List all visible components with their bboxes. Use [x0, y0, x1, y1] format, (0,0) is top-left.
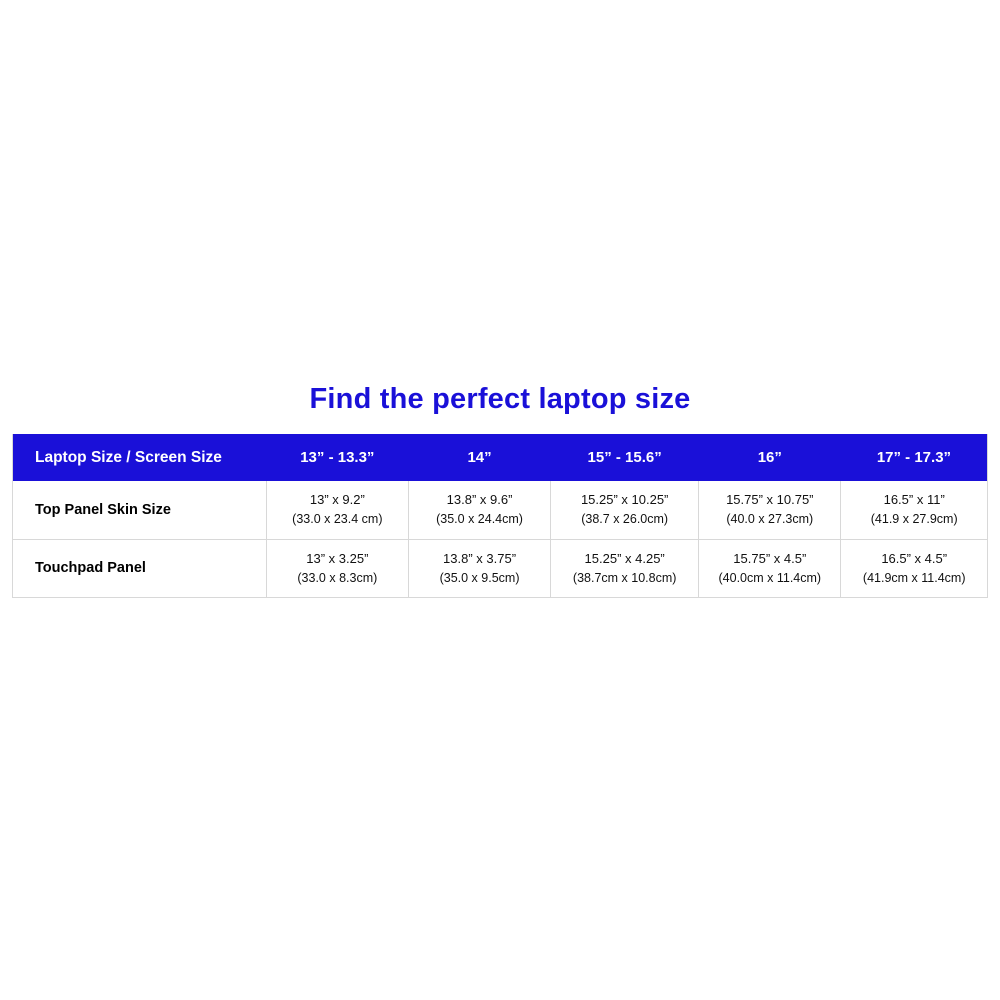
cell-top-panel-17 — [841, 481, 987, 539]
cell-inches: 15.25” x 4.25” — [584, 550, 665, 566]
cell-top-panel-14 — [408, 481, 550, 539]
cell-touchpad-14 — [408, 539, 550, 597]
cell-metric: (38.7cm x 10.8cm) — [572, 570, 677, 585]
cell-touchpad-15 — [551, 539, 699, 597]
table-header-row — [13, 434, 987, 481]
column-header-category: Laptop Size / Screen Size — [13, 434, 266, 481]
cell-metric: (35.0 x 9.5cm) — [439, 570, 520, 585]
table-header — [13, 434, 987, 481]
column-header-size-14: 14” — [408, 434, 550, 481]
cell-metric: (41.9cm x 11.4cm) — [862, 570, 966, 585]
cell-inches: 15.25” x 10.25” — [580, 492, 669, 508]
cell-top-panel-13 — [266, 481, 408, 539]
cell-inches: 16.5” x 11” — [883, 492, 945, 508]
cell-metric: (33.0 x 8.3cm) — [297, 570, 378, 585]
cell-metric: (35.0 x 24.4cm) — [436, 512, 523, 527]
cell-top-panel-16 — [699, 481, 841, 539]
laptop-size-table — [13, 434, 987, 597]
table-row — [13, 481, 987, 539]
table-row — [13, 539, 987, 597]
page-title: Find the perfect laptop size — [309, 383, 691, 415]
laptop-size-table-container — [12, 434, 988, 598]
cell-metric: (41.9 x 27.9cm) — [870, 512, 958, 527]
table-body — [13, 481, 987, 597]
cell-metric: (33.0 x 23.4 cm) — [292, 512, 383, 527]
cell-inches: 13” x 9.2” — [309, 492, 365, 508]
cell-inches: 15.75” x 10.75” — [726, 492, 814, 508]
cell-metric: (40.0 x 27.3cm) — [726, 512, 814, 527]
cell-inches: 16.5” x 4.5” — [881, 550, 948, 566]
column-header-size-13: 13” - 13.3” — [266, 434, 408, 481]
column-header-size-17: 17” - 17.3” — [841, 434, 987, 481]
column-header-size-16: 16” — [699, 434, 841, 481]
cell-touchpad-13 — [266, 539, 408, 597]
cell-inches: 13.8” x 3.75” — [443, 550, 517, 566]
cell-inches: 15.75” x 4.5” — [733, 550, 807, 566]
column-header-size-15: 15” - 15.6” — [551, 434, 699, 481]
cell-inches: 13.8” x 9.6” — [446, 492, 513, 508]
cell-metric: (40.0cm x 11.4cm) — [718, 570, 822, 585]
row-label-touchpad-panel: Touchpad Panel — [35, 560, 146, 577]
cell-touchpad-16 — [699, 539, 841, 597]
cell-touchpad-17 — [841, 539, 987, 597]
cell-metric: (38.7 x 26.0cm) — [581, 512, 669, 527]
cell-top-panel-15 — [551, 481, 699, 539]
cell-inches: 13” x 3.25” — [306, 550, 369, 566]
row-label-top-panel: Top Panel Skin Size — [13, 481, 266, 539]
